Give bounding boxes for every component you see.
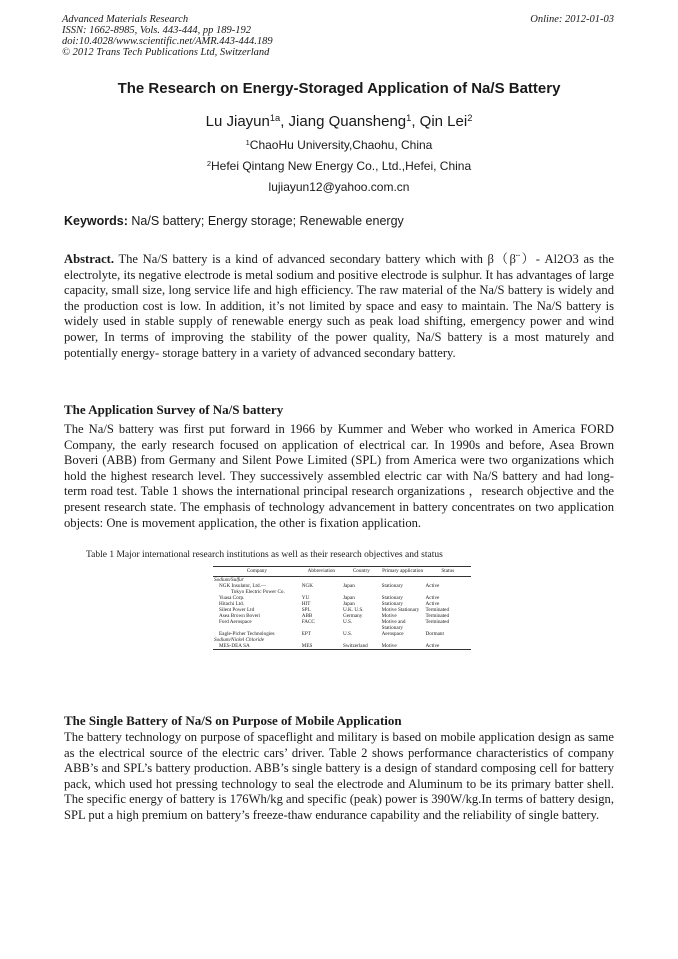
cell-application: Motive and Stationary [381,619,406,631]
cell-company: Asea Brown Boveri [219,613,261,619]
cell-country: Switzerland [342,643,368,649]
author-affiliation-mark: 1a [269,112,281,123]
keywords-label: Keywords: [64,214,128,228]
paper-title: The Research on Energy-Storaged Application of Na/S Battery [117,80,561,97]
author-separator: , [411,113,420,130]
cell-status: Terminated [425,607,450,613]
journal-meta [62,14,273,58]
cell-abbreviation: HIT [301,601,311,607]
issn-line: ISSN: 1662-8985, Vols. 443-444, pp 189-192 [62,25,251,36]
cell-country: U.S. [342,619,353,625]
cell-company: MES-DEA SA [219,643,250,649]
cell-country: Japan [342,595,355,601]
group-label: Sodium/Nickel Chloride [214,637,264,643]
col-primary-application: Primary application [382,568,424,574]
section-application-survey-body: The Na/S battery was first put forward in 1966 by Kummer and Weber who worked in America FORD Company, the early research focused on application of electrical car. In 1990s and before, Asea Brown Boveri (ABB) from Germany and Silent Powe Limited (SPL) from America were two organizations which hold the highest research level. They successively assembled electric car with Na/S battery and had long-term road test. Table 1 shows the international principal research organizations ，research objective and the present research state. The emphasis of technology advancement in battery concentrates on two application objects: One is movement application, the other is fixation application. [64,422,614,530]
cell-status: Terminated [425,613,450,619]
table-row [213,619,471,631]
cell-company [213,583,301,595]
author-separator: , [280,113,289,130]
cell-application: Stationary [381,601,403,607]
col-company: Company [246,568,267,574]
col-country: Country [352,568,370,574]
cell-country: U.S. [342,631,353,637]
journal-name: Advanced Materials Research [62,14,189,25]
author-name: Jiang Quansheng [288,113,407,130]
cell-company: Silent Power Ltd [219,607,255,613]
keywords [64,214,404,228]
cell-application: Stationary [381,595,403,601]
cell-status: Active [425,601,440,607]
col-abbreviation: Abbreviation [307,568,336,574]
section-single-battery-body: The battery technology on purpose of spaceflight and military is based on mobile application design as same as the electrical source of the electric cars’ driver. Table 2 shows performance characteristics of company ABB’s and SPL’s battery production. ABB’s single battery is a design of standard composing cell for battery pack, which used hot pressing technology to seal the electrode and Aluminum to be its primary batter shell. The specific energy of battery is 176Wh/kg and specific (peak) power is 390W/kg.In terms of battery design, SPL put a high premium on battery’s freeze-thaw endurance capability and the reliability of single battery. [64,730,614,822]
cell-company: Hitachi Ltd. [219,601,245,607]
author-affiliation-mark: 2 [467,112,473,123]
cell-status: Active [425,643,440,649]
affiliation-1 [0,138,678,152]
cell-status: Active [425,595,440,601]
cell-status: Terminated [425,619,450,625]
doi-line: doi:10.4028/www.scientific.net/AMR.443-444.189 [62,36,273,47]
cell-abbreviation: YU [301,595,310,601]
author-name: Qin Lei [419,113,468,130]
section-heading-application-survey: The Application Survey of Na/S battery [64,402,284,417]
company-subname: Tokyo Electric Power Co. [231,589,285,595]
section-heading-single-battery: The Single Battery of Na/S on Purpose of Mobile Application [64,713,402,728]
copyright-line: © 2012 Trans Tech Publications Ltd, Switzerland [62,47,270,58]
cell-country: U.K. U.S. [342,607,364,613]
affiliation-text: ChaoHu University,Chaohu, China [249,138,433,152]
abstract [64,252,614,361]
abstract-label: Abstract. [64,252,115,266]
keywords-text: Na/S battery; Energy storage; Renewable energy [131,214,404,228]
cell-application: Stationary [381,583,403,589]
affiliation-2 [0,159,678,173]
cell-application: Motive Stationary [381,607,420,613]
affiliation-text: Hefei Qintang New Energy Co., Ltd.,Hefei, China [211,159,472,173]
author-list [0,113,678,130]
cell-status: Dormant [425,631,444,637]
col-status: Status [441,568,455,574]
online-date: Online: 2012-01-03 [530,14,614,25]
author-affiliation-mark: 1 [406,112,412,123]
cell-application: Aerospace [381,631,404,637]
table-row [213,583,471,595]
cell-country: Germany [342,613,363,619]
table-header-row [213,567,471,577]
cell-abbreviation: ABB [301,613,313,619]
cell-abbreviation: SPL [301,607,311,613]
affiliation-mark: 2 [206,158,211,168]
cell-country: Japan [342,601,355,607]
table-caption: Table 1 Major international research institutions as well as their research objectives and status [86,550,443,560]
cell-status: Active [425,583,440,589]
author-email[interactable]: lujiayun12@yahoo.com.cn [268,180,410,194]
author-name: Lu Jiayun [205,113,270,130]
abstract-text: The Na/S battery is a kind of advanced secondary battery which with β（β¨）- Al2O3 as the electrolyte, its negative electrode is metal sodium and positive electrode is sulphur. It has advantages of large capacity, small size, long service life and high efficiency. The raw material of the Na/S battery is widely and the production cost is low. In addition, it’s not limited by space and easy to maintain. The Na/S battery is widely used in stable supply of renewable energy such as peak load shifting, emergency power and wind power, In terms of improving the stability of the power quality, Na/S battery is a most maturely and potentially energy- storage battery in a variety of advanced secondary battery. [64,252,614,360]
cell-abbreviation: FACC [301,619,315,625]
affiliation-mark: 1 [245,137,250,147]
cell-abbreviation: MES [301,643,313,649]
cell-company: Yuasa Corp. [219,595,245,601]
cell-application: Motive [381,613,397,619]
research-institutions-table [213,566,471,650]
company-name: NGK Insulator, Ltd.— [219,583,267,589]
cell-company: Ford Aerospace [219,619,252,625]
cell-company: Eagle-Picher Technologies [219,631,275,637]
cell-abbreviation: NGK [301,583,313,589]
group-label: Sodium/Sulfur [214,577,244,583]
table-row [213,643,471,650]
cell-application: Motive [381,643,397,649]
cell-abbreviation: EPT [301,631,311,637]
cell-country: Japan [342,583,355,589]
